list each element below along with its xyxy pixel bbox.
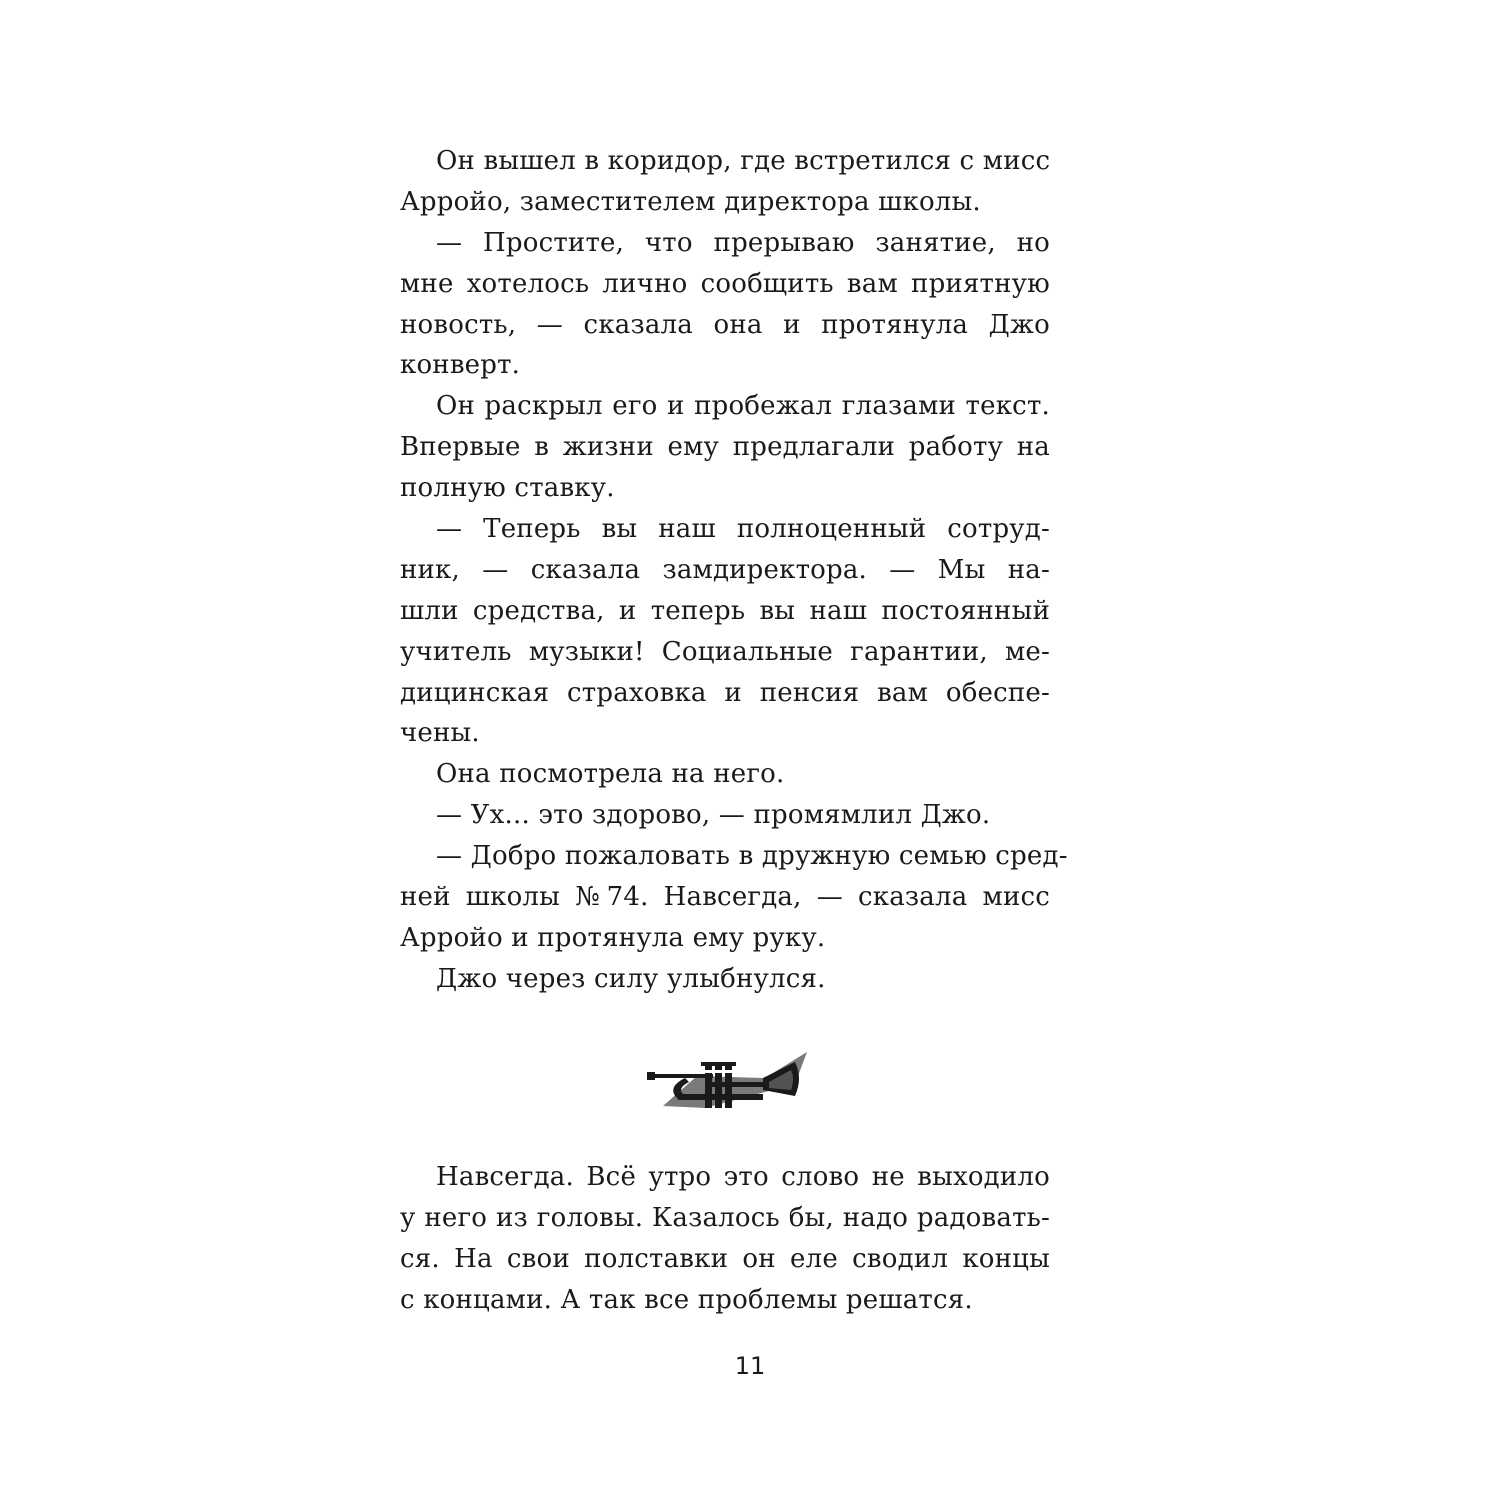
text-block-bottom: [400, 1157, 1050, 1321]
text-line: Арройо, заместителем директора школы.: [400, 186, 981, 217]
text-line: ся. На свои полставки он еле сводил концы: [400, 1243, 1050, 1274]
text-line: — Простите, что прерываю занятие, но: [436, 227, 1050, 258]
text-line: шли средства, и теперь вы наш постоянный: [400, 595, 1050, 626]
text-line: ней школы №74. Навсегда, — сказала мисс: [400, 882, 1050, 913]
text-line: — Теперь вы наш полноценный сотруд-: [436, 514, 1050, 545]
text-line: конверт.: [400, 350, 521, 381]
text-line: — Добро пожаловать в дружную семью сред-: [436, 841, 1068, 872]
text-line: — Ух... это здорово, — промямлил Джо.: [436, 800, 991, 831]
text-line: у него из головы. Казалось бы, надо радовать-: [400, 1202, 1050, 1233]
text-line: учитель музыки! Социальные гарантии, ме-: [400, 636, 1050, 667]
text-line: полную ставку.: [400, 473, 615, 504]
text-line: с концами. А так все проблемы решатся.: [400, 1284, 973, 1315]
text-line: Он вышел в коридор, где встретился с мисс: [436, 146, 1051, 176]
text-line: ник, — сказала замдиректора. — Мы на-: [400, 554, 1050, 585]
text-line: Джо через силу улыбнулся.: [436, 963, 826, 994]
text-line: новость, — сказала она и протянула Джо: [400, 309, 1050, 340]
text-line: Она посмотрела на него.: [436, 759, 785, 790]
trumpet-icon: [645, 1048, 810, 1116]
text-line: мне хотелось лично сообщить вам приятную: [400, 268, 1050, 299]
text-line: чены.: [400, 718, 480, 749]
text-line: Впервые в жизни ему предлагали работу на: [400, 432, 1050, 463]
text-line: Навсегда. Всё утро это слово не выходило: [436, 1162, 1050, 1192]
text-line: дицинская страховка и пенсия вам обеспе-: [400, 677, 1050, 708]
text-line: Он раскрыл его и пробежал глазами текст.: [436, 391, 1050, 422]
text-block-top: [400, 141, 1068, 1000]
text-line: Арройо и протянула ему руку.: [400, 922, 826, 953]
page-number: 11: [734, 1352, 766, 1380]
